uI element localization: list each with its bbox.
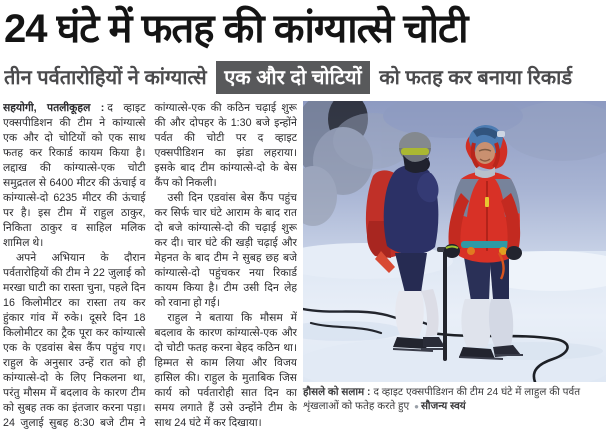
headline: 24 घंटे में फतह की कांग्यात्से चोटी bbox=[4, 7, 468, 51]
subheadline bbox=[4, 61, 605, 94]
credit-bullet-icon: ● bbox=[414, 402, 419, 411]
lead-text: द व्हाइट एक्सपीडिशन की टीम ने कांग्यात्से एक और दो चोटियों को एक साथ फतह कर रिकार्ड कायम किया है। लद्दाख की कांग्यात्से-एक चोटी समुद्रतल से 6400 मीटर की ऊंचाई व कांग्यात्से-दो 6235 मीटर की ऊंचाई पर है। इस टीम में राहुल ठाकुर, निकिता ठाकुर व साहिल मलिक शामिल थे। bbox=[3, 102, 146, 249]
article-paragraph: उसी दिन एडवांस बेस कैंप पहुंच कर सिर्फ चार घंटे आराम के बाद रात दो बजे कांग्यात्से-दो की चढ़ाई शुरू कर दी। चार घंटे की खड़ी चढ़ाई और मेहनत के बाद टीम ने सुबह छह बजे कांग्यात्से-दो पहुंचकर नया रिकार्ड कायम किया है। टीम उसी दिन लेह को रवाना हो गई। bbox=[154, 192, 297, 309]
photo-column bbox=[303, 101, 606, 431]
subheadline-before: तीन पर्वतारोहियों ने कांग्यात्से bbox=[4, 67, 207, 89]
article-body-row bbox=[3, 101, 606, 431]
climbers-photo-illustration bbox=[303, 101, 606, 382]
article-paragraph: राहुल ने बताया कि मौसम में बदलाव के कारण कांग्यात्से-एक और दो चोटी फतह करना बेहद कठिन था। हिम्मत से काम लिया और विजय हासिल की। राहुल के मुताबिक जिस कार्य को पर्वतारोही सात दिन का समय लगाते हैं उसे उन्होंने टीम के साथ 24 घंटे में कर दिखाया। bbox=[154, 312, 297, 429]
photo-credit: सौजन्य स्वयं bbox=[420, 401, 466, 412]
caption-text: द व्हाइट एक्सपीडिशन की टीम 24 घंटे में लाहुल की पर्वत शृंखलाओं को फतेह करते हुए bbox=[303, 387, 581, 412]
article-lead-paragraph bbox=[3, 101, 146, 251]
subheadline-highlight: एक और दो चोटियों bbox=[216, 61, 369, 94]
climbers-photo bbox=[303, 101, 606, 382]
dateline: सहयोगी, पतलीकूहल : bbox=[3, 102, 105, 114]
article-paragraph: अपने अभियान के दौरान पर्वतारोहियों की टीम ने 22 जुलाई को मरखा घाटी का रास्ता चुना, पहले दिन 16 किलोमीटर का रास्ता तय कर हुंकार गांव में रुके। दूसरे दिन 18 किलोमीटर का ट्रैक पूरा कर कांग्यात्से एक के एडवांस बेस कैंप पहुंच गए। राहुल के अनुसार उन्हें रात को ही कांग्यात्से-दो के लिए निकलना था, परंतु मौसम में बदलाव के कारण टीम को सुबह तक का इंतजार करना पड़ा। 24 जुलाई सुबह 8:30 बजे टीम ने कांग्यात्से-एक की कठिन चढ़ाई शुरू की और दोपहर के 1:30 बजे इन्होंने पर्वत की चोटी पर द व्हाइट एक्सपीडिशन का झंडा लहराया। इसके बाद टीम कांग्यात्से-दो के बेस कैंप को निकली। bbox=[3, 102, 297, 429]
photo-caption bbox=[303, 386, 606, 414]
subheadline-after: को फतह कर बनाया रिकार्ड bbox=[379, 67, 573, 89]
caption-lead: हौसले को सलाम : bbox=[303, 387, 371, 398]
article-text-columns bbox=[3, 101, 297, 431]
